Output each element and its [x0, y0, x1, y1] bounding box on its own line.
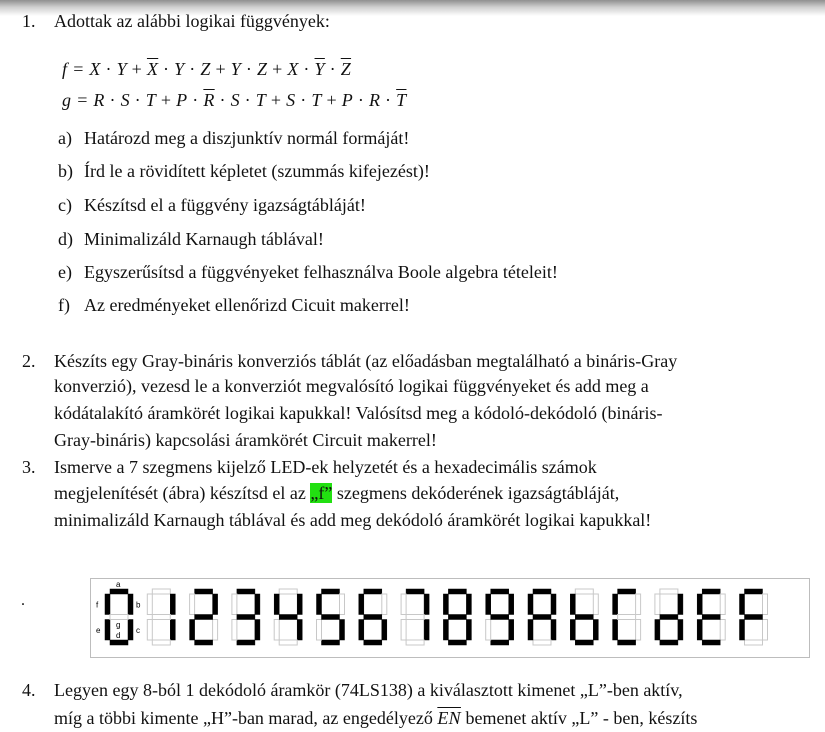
- segment-a: [279, 589, 297, 594]
- segment-d: [491, 640, 509, 645]
- variable-x: X: [89, 59, 101, 79]
- variable-t: $\overline{T}$: [396, 90, 407, 110]
- digit-E: [697, 589, 725, 645]
- task-e-text: Egyszerűsítsd a függvényeket felhasználva Boole algebra tételeit!: [84, 262, 558, 282]
- segment-a: [152, 589, 170, 594]
- variable-r: R: [93, 90, 105, 110]
- plus-operator: +: [266, 90, 287, 110]
- segment-a: [322, 589, 340, 594]
- item-3-line-3: minimalizáld Karnaugh táblával és add meg dekódoló áramkörét logikai kapukkal!: [54, 510, 652, 530]
- plus-operator: +: [210, 59, 231, 79]
- item-4-line-1: Legyen egy 8-ból 1 dekódoló áramkör (74LS138) a kiválasztott kimenet „L”-ben aktív,: [54, 680, 683, 700]
- segment-label-a: a: [116, 580, 121, 589]
- segment-g: [110, 615, 128, 620]
- segment-g: [618, 615, 636, 620]
- segment-d: [533, 640, 551, 645]
- segment-d: [152, 640, 170, 645]
- segment-b: [466, 594, 471, 615]
- segment-f: [105, 594, 110, 615]
- dot-operator: ·: [241, 59, 257, 79]
- task-a-text: Határozd meg a diszjunktív normál formáját!: [84, 128, 410, 148]
- segment-f: [570, 594, 575, 615]
- segment-e: [401, 620, 406, 641]
- segment-d: [702, 640, 720, 645]
- task-f-label: f): [58, 295, 70, 315]
- segment-a: [406, 589, 424, 594]
- item-3-number: 3.: [22, 457, 36, 477]
- segment-b: [593, 594, 598, 615]
- segment-f: [359, 594, 364, 615]
- item-2-line-2: konverzió), vezesd le a konverziót megvalósító logikai függvényeket és add meg a: [54, 376, 649, 396]
- dot-operator: ·: [158, 59, 175, 79]
- segment-f: [486, 594, 491, 615]
- segment-e: [274, 620, 279, 641]
- task-f-text: Az eredményeket ellenőrizd Cicuit makerrel!: [84, 295, 410, 315]
- segment-g: [152, 615, 170, 620]
- segment-f: [401, 594, 406, 615]
- segment-label-c: c: [136, 625, 140, 635]
- segment-f: [274, 594, 279, 615]
- digit-6: [359, 589, 387, 645]
- segment-b: [128, 594, 133, 615]
- segment-a: [745, 589, 763, 594]
- segment-f: [190, 594, 195, 615]
- digit-b: [570, 589, 598, 645]
- dot-operator: ·: [239, 90, 256, 110]
- variable-r: R: [368, 90, 381, 110]
- task-c-label: c): [58, 195, 72, 215]
- segment-d: [745, 640, 763, 645]
- segment-e: [190, 620, 195, 641]
- segment-a: [491, 589, 509, 594]
- segment-d: [660, 640, 678, 645]
- segment-b: [424, 594, 429, 615]
- segment-f: [740, 594, 745, 615]
- segment-a: [533, 589, 551, 594]
- segment-e: [570, 620, 575, 641]
- variable-y: $\overline{Y}$: [314, 59, 325, 79]
- dot-operator: ·: [324, 59, 341, 79]
- segment-c: [678, 620, 683, 641]
- item-3-line-2-start: megjelenítését (ábra) készítsd el az: [54, 483, 311, 503]
- segment-c: [255, 620, 260, 641]
- item-4-line-2: [54, 706, 697, 730]
- variable-x: $\overline{X}$: [146, 59, 159, 79]
- segment-e: [232, 620, 237, 641]
- segment-b: [509, 594, 514, 615]
- dot-operator: ·: [214, 90, 231, 110]
- segment-label-e: e: [96, 625, 101, 635]
- segment-g: [702, 615, 720, 620]
- segment-f: [655, 594, 660, 615]
- seven-segment-figure: [90, 578, 810, 658]
- formula-g: [62, 88, 406, 112]
- segment-b: [255, 594, 260, 615]
- variable-s: S: [230, 90, 240, 110]
- segment-e: [105, 620, 110, 641]
- segment-a: [448, 589, 466, 594]
- task-b-text: Írd le a rövidített képletet (szummás kifejezést)!: [84, 161, 430, 181]
- segment-e: [697, 620, 702, 641]
- item-3-line-2: [54, 481, 619, 505]
- variable-z: $\overline{Z}$: [340, 59, 352, 79]
- plus-operator: +: [126, 59, 147, 79]
- enable-signal-en: $\overline{EN}$: [437, 708, 461, 728]
- segment-c: [297, 620, 302, 641]
- segment-label-f: f: [96, 600, 99, 610]
- segment-e: [740, 620, 745, 641]
- segment-b: [213, 594, 218, 615]
- segment-e: [528, 620, 533, 641]
- item-3-line-1: Ismerve a 7 szegmens kijelző LED-ek helyzetét és a hexadecimális számok: [54, 457, 597, 477]
- segment-g: [195, 615, 213, 620]
- segment-b: [382, 594, 387, 615]
- segment-d: [618, 640, 636, 645]
- segment-g: [575, 615, 593, 620]
- segment-d: [110, 640, 128, 645]
- task-d-text: Minimalizáld Karnaugh táblával!: [84, 229, 324, 249]
- segment-e: [443, 620, 448, 641]
- stray-dot: .: [21, 592, 25, 609]
- segment-a: [110, 589, 128, 594]
- variable-x: X: [287, 59, 299, 79]
- digit-A: [528, 589, 556, 645]
- segment-label-g: g: [116, 620, 121, 630]
- segment-c: [382, 620, 387, 641]
- segment-e: [147, 620, 152, 641]
- segment-g: [745, 615, 763, 620]
- segment-c: [509, 620, 514, 641]
- segment-d: [237, 640, 255, 645]
- segment-label-d: d: [116, 631, 121, 640]
- segment-e: [486, 620, 491, 641]
- segment-d: [364, 640, 382, 645]
- segment-d: [195, 640, 213, 645]
- segment-e: [655, 620, 660, 641]
- dot-operator: ·: [184, 59, 201, 79]
- segment-b: [763, 594, 768, 615]
- segment-b: [297, 594, 302, 615]
- task-b-label: b): [58, 161, 73, 181]
- variable-y: Y: [230, 59, 242, 79]
- segment-g: [237, 615, 255, 620]
- plus-operator: +: [267, 59, 288, 79]
- digit-8: [443, 589, 471, 645]
- dot-operator: ·: [298, 59, 315, 79]
- segment-f: [147, 594, 152, 615]
- digit-9: [486, 589, 514, 645]
- segment-c: [551, 620, 556, 641]
- segment-g: [448, 615, 466, 620]
- task-a-label: a): [58, 128, 72, 148]
- item-4-line-2-end: bemenet aktív „L” - ben, készíts: [460, 708, 698, 728]
- item-2-number: 2.: [22, 351, 36, 371]
- segment-c: [593, 620, 598, 641]
- formula-lhs: f =: [62, 59, 90, 79]
- digit-3: [232, 589, 260, 645]
- dot-operator: ·: [353, 90, 369, 110]
- segment-a: [575, 589, 593, 594]
- digit-C: [613, 589, 641, 645]
- digit-7: [401, 589, 429, 645]
- dot-operator: ·: [187, 90, 204, 110]
- variable-y: Y: [116, 59, 127, 79]
- segment-a: [195, 589, 213, 594]
- segment-c: [170, 620, 175, 641]
- segment-c: [466, 620, 471, 641]
- segment-g: [279, 615, 297, 620]
- segment-e: [317, 620, 322, 641]
- segment-c: [720, 620, 725, 641]
- segment-f: [528, 594, 533, 615]
- digit-d: [655, 589, 683, 645]
- item-2-line-1: Készíts egy Gray-bináris konverziós táblát (az előadásban megtalálható a bináris-Gray: [54, 351, 678, 371]
- segment-a: [364, 589, 382, 594]
- variable-z: Z: [256, 59, 268, 79]
- plus-operator: +: [156, 90, 177, 110]
- variable-z: Z: [200, 59, 211, 79]
- segment-f: [232, 594, 237, 615]
- variable-t: T: [145, 90, 157, 110]
- segment-d: [406, 640, 424, 645]
- segment-b: [678, 594, 683, 615]
- highlighted-segment-f: „f”: [310, 483, 333, 503]
- segment-b: [340, 594, 345, 615]
- task-d-label: d): [58, 229, 73, 249]
- segment-b: [636, 594, 641, 615]
- segment-a: [618, 589, 636, 594]
- segment-a: [237, 589, 255, 594]
- variable-p: P: [341, 90, 354, 110]
- dot-operator: ·: [295, 90, 312, 110]
- item-4-number: 4.: [22, 680, 36, 700]
- dot-operator: ·: [380, 90, 397, 110]
- segment-b: [551, 594, 556, 615]
- item-1-title: Adottak az alábbi logikai függvények:: [54, 11, 330, 31]
- digit-1: [147, 589, 175, 645]
- variable-t: T: [311, 90, 322, 110]
- formula-f: [62, 57, 351, 81]
- dot-operator: ·: [129, 90, 146, 110]
- segment-g: [533, 615, 551, 620]
- segment-f: [697, 594, 702, 615]
- item-1-number: 1.: [22, 11, 36, 31]
- segment-c: [128, 620, 133, 641]
- segment-g: [491, 615, 509, 620]
- segment-a: [660, 589, 678, 594]
- digit-2: [190, 589, 218, 645]
- formula-lhs: g =: [62, 90, 94, 110]
- variable-t: T: [255, 90, 267, 110]
- variable-r: $\overline{R}$: [203, 90, 215, 110]
- dot-operator: ·: [104, 90, 121, 110]
- segment-a: [702, 589, 720, 594]
- item-3-line-2-end: szegmens dekóderének igazságtábláját,: [332, 483, 620, 503]
- segment-e: [359, 620, 364, 641]
- segment-e: [613, 620, 618, 641]
- variable-y: Y: [174, 59, 185, 79]
- variable-s: S: [120, 90, 130, 110]
- segment-c: [424, 620, 429, 641]
- task-c-text: Készítsd el a függvény igazságtábláját!: [84, 195, 366, 215]
- item-4-line-2-start: míg a többi kimente „H”-ban marad, az engedélyező: [54, 708, 438, 728]
- digit-5: [317, 589, 345, 645]
- segment-d: [279, 640, 297, 645]
- variable-p: P: [176, 90, 188, 110]
- segment-c: [763, 620, 768, 641]
- dot-operator: ·: [100, 59, 117, 79]
- digit-F: [740, 589, 768, 645]
- segment-c: [340, 620, 345, 641]
- segment-g: [660, 615, 678, 620]
- seven-segment-digits: [91, 579, 809, 657]
- segment-g: [322, 615, 340, 620]
- segment-label-b: b: [136, 600, 141, 610]
- segment-d: [322, 640, 340, 645]
- segment-c: [213, 620, 218, 641]
- segment-c: [636, 620, 641, 641]
- plus-operator: +: [321, 90, 342, 110]
- task-e-label: e): [58, 262, 72, 282]
- segment-g: [406, 615, 424, 620]
- segment-d: [448, 640, 466, 645]
- variable-s: S: [286, 90, 296, 110]
- item-2-line-3: kódátalakító áramkörét logikai kapukkal! Valósítsd meg a kódoló-dekódoló (bináris-: [54, 403, 663, 423]
- segment-f: [443, 594, 448, 615]
- segment-f: [317, 594, 322, 615]
- item-2-line-4: Gray-bináris) kapcsolási áramkörét Circuit makerrel!: [54, 430, 437, 450]
- segment-d: [575, 640, 593, 645]
- digit-4: [274, 589, 302, 645]
- segment-f: [613, 594, 618, 615]
- segment-g: [364, 615, 382, 620]
- segment-b: [170, 594, 175, 615]
- segment-b: [720, 594, 725, 615]
